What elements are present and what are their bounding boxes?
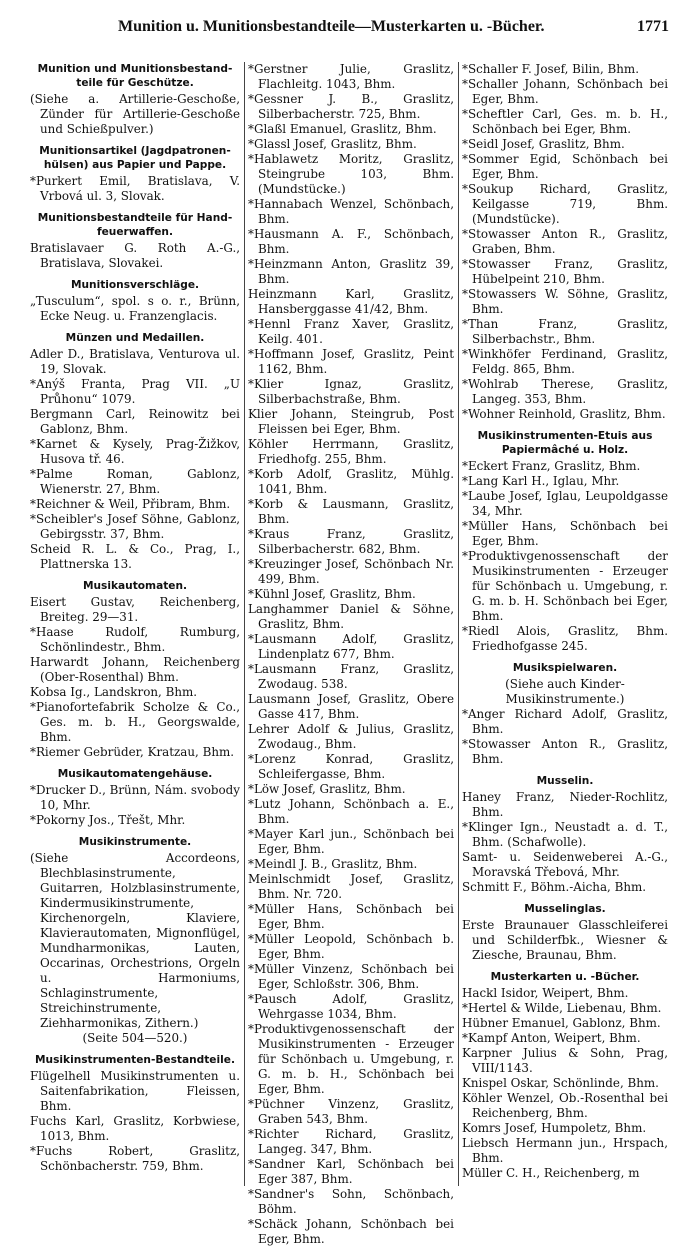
section-heading: Musselinglas. xyxy=(524,903,606,915)
directory-entry: *Lausmann Adolf, Graslitz, Lindenplatz 677, Bhm. xyxy=(248,632,454,661)
directory-entry: *Klinger Ign., Neustadt a. d. T., Bhm. (Schafwolle). xyxy=(462,820,668,849)
directory-entry: Karpner Julius & Sohn, Prag, VIII/1143. xyxy=(462,1046,668,1075)
section-heading: Musselin. xyxy=(536,775,594,787)
directory-entry: Hackl Isidor, Weipert, Bhm. xyxy=(462,986,629,1000)
directory-entry: *Than Franz, Graslitz, Silberbachstr., Bhm. xyxy=(462,317,668,346)
directory-entry: Liebsch Hermann jun., Hrspach, Bhm. xyxy=(462,1136,668,1165)
running-title: Munition u. Munitionsbestandteile—Musterkarten u. -Bücher. xyxy=(118,18,545,35)
section-heading: Musikautomaten. xyxy=(82,580,188,592)
directory-entry: *Eckert Franz, Graslitz, Bhm. xyxy=(462,459,641,473)
column-2 xyxy=(248,62,454,1246)
directory-entry: *Kühnl Josef, Graslitz, Bhm. xyxy=(248,587,416,601)
directory-entry: Komrs Josef, Humpoletz, Bhm. xyxy=(462,1121,647,1135)
directory-entry: Schmitt F., Böhm.-Aicha, Bhm. xyxy=(462,880,647,894)
directory-entry: Meinlschmidt Josef, Graslitz, Bhm. Nr. 720. xyxy=(248,872,454,901)
directory-entry: Knispel Oskar, Schönlinde, Bhm. xyxy=(462,1076,659,1090)
directory-entry: Fuchs Karl, Graslitz, Korbwiese, 1013, Bhm. xyxy=(30,1114,240,1143)
directory-entry: *Mayer Karl jun., Schönbach bei Eger, Bhm. xyxy=(248,827,454,856)
column-divider xyxy=(244,62,245,1186)
directory-entry: *Pokorny Jos., Třešt, Mhr. xyxy=(30,813,186,827)
directory-entry: Hübner Emanuel, Gablonz, Bhm. xyxy=(462,1016,661,1030)
section-heading: Musikinstrumenten-Etuis aus Papiermâché u. Holz. xyxy=(477,430,653,456)
directory-entry: *Wohlrab Therese, Graslitz, Langeg. 353, Bhm. xyxy=(462,377,668,406)
directory-entry: Langhammer Daniel & Söhne, Graslitz, Bhm. xyxy=(248,602,454,631)
directory-entry: Köhler Wenzel, Ob.-Rosenthal bei Reichenberg, Bhm. xyxy=(462,1091,668,1120)
directory-entry: *Hennl Franz Xaver, Graslitz, Keilg. 401. xyxy=(248,317,454,346)
directory-entry: *Laube Josef, Iglau, Leupoldgasse 34, Mhr. xyxy=(462,489,668,518)
directory-entry: Harwardt Johann, Reichenberg (Ober-Rosenthal) Bhm. xyxy=(30,655,240,684)
directory-entry: *Hannabach Wenzel, Schönbach, Bhm. xyxy=(248,197,454,226)
directory-entry: (Siehe a. Artillerie-Geschoße, Zünder für Artillerie-Geschoße und Schießpulver.) xyxy=(30,92,240,136)
directory-entry: *Kraus Franz, Graslitz, Silberbacherstr. 682, Bhm. xyxy=(248,527,454,556)
directory-entry: *Müller Vinzenz, Schönbach bei Eger, Schloßstr. 306, Bhm. xyxy=(248,962,454,991)
directory-entry: *Hertel & Wilde, Liebenau, Bhm. xyxy=(462,1001,662,1015)
column-3 xyxy=(462,62,668,1186)
directory-entry: *Soukup Richard, Graslitz, Keilgasse 719, Bhm. (Mundstücke). xyxy=(462,182,668,226)
page-header xyxy=(0,18,695,42)
directory-entry: Lausmann Josef, Graslitz, Obere Gasse 417, Bhm. xyxy=(248,692,454,721)
directory-entry: *Produktivgenossenschaft der Musikinstrumenten - Erzeuger für Schönbach u. Umgebung, r. G. m. b. H., Schönbach bei Eger, Bhm. xyxy=(248,1022,454,1096)
directory-entry: *Schaller F. Josef, Bilin, Bhm. xyxy=(462,62,639,76)
page-number: 1771 xyxy=(637,18,669,35)
directory-entry: *Anýš Franta, Prag VII. „U Průhonu“ 1079. xyxy=(30,377,240,406)
directory-entry: *Lausmann Franz, Graslitz, Zwodaug. 538. xyxy=(248,662,454,691)
directory-entry: *Stowasser Franz, Graslitz, Hübelpeint 210, Bhm. xyxy=(462,257,668,286)
directory-entry: *Purkert Emil, Bratislava, V. Vrbová ul. 3, Slovak. xyxy=(30,174,240,203)
directory-entry: *Schäck Johann, Schönbach bei Eger, Bhm. xyxy=(248,1217,454,1246)
directory-entry: *Stowassers W. Söhne, Graslitz, Bhm. xyxy=(462,287,668,316)
directory-entry: *Scheftler Carl, Ges. m. b. H., Schönbach bei Eger, Bhm. xyxy=(462,107,668,136)
section-heading: Musikautomatengehäuse. xyxy=(57,768,213,780)
directory-entry: *Stowasser Anton R., Graslitz, Bhm. xyxy=(462,737,668,766)
directory-entry: *Winkhöfer Ferdinand, Graslitz, Feldg. 865, Bhm. xyxy=(462,347,668,376)
directory-entry: *Richter Richard, Graslitz, Langeg. 347, Bhm. xyxy=(248,1127,454,1156)
section-heading: Munitionsverschläge. xyxy=(70,279,200,291)
directory-entry: Bergmann Carl, Reinowitz bei Gablonz, Bhm. xyxy=(30,407,240,436)
directory-entry: Flügelhell Musikinstrumenten u. Saitenfabrikation, Fleissen, Bhm. xyxy=(30,1069,240,1113)
directory-entry: Köhler Herrmann, Graslitz, Friedhofg. 255, Bhm. xyxy=(248,437,454,466)
section-note: (Seite 504—520.) xyxy=(82,1031,188,1045)
directory-entry: *Riemer Gebrüder, Kratzau, Bhm. xyxy=(30,745,235,759)
directory-entry: *Hablawetz Moritz, Graslitz, Steingrube 103, Bhm. (Mundstücke.) xyxy=(248,152,454,196)
directory-entry: (Siehe Accordeons, Blechblasinstrumente, Guitarren, Holzblasinstrumente, Kindermusikinstrumente, Kirchenorgeln, Klaviere, Klavierautomaten, Mignonflügel, Mundharmonikas, Lauten, Occarinas, Orchestrions, Orgeln u. Harmoniums, Schlaginstrumente, Streichinstrumente, Ziehharmonikas, Zithern.) xyxy=(30,851,240,1030)
directory-entry: *Korb Adolf, Graslitz, Mühlg. 1041, Bhm. xyxy=(248,467,454,496)
directory-entry: *Stowasser Anton R., Graslitz, Graben, Bhm. xyxy=(462,227,668,256)
directory-entry: *Meindl J. B., Graslitz, Bhm. xyxy=(248,857,418,871)
directory-entry: *Sandner Karl, Schönbach bei Eger 387, Bhm. xyxy=(248,1157,454,1186)
section-heading: Munition und Munitionsbestand- teile für Geschütze. xyxy=(37,63,233,89)
column-divider xyxy=(458,62,459,1186)
section-note: (Siehe auch Kinder-Musikinstrumente.) xyxy=(505,677,625,706)
directory-entry: Klier Johann, Steingrub, Post Fleissen bei Eger, Bhm. xyxy=(248,407,454,436)
directory-entry: *Riedl Alois, Graslitz, Bhm. Friedhofgasse 245. xyxy=(462,624,668,653)
directory-entry: *Reichner & Weil, Přibram, Bhm. xyxy=(30,497,231,511)
directory-entry: *Korb & Lausmann, Graslitz, Bhm. xyxy=(248,497,454,526)
section-heading: Münzen und Medaillen. xyxy=(65,332,205,344)
directory-entry: *Drucker D., Brünn, Nám. svobody 10, Mhr. xyxy=(30,783,240,812)
directory-entry: Eisert Gustav, Reichenberg, Breiteg. 29—31. xyxy=(30,595,240,624)
directory-entry: Heinzmann Karl, Graslitz, Hansberggasse 41/42, Bhm. xyxy=(248,287,454,316)
directory-entry: Müller C. H., Reichenberg, m xyxy=(462,1166,640,1180)
directory-entry: *Kampf Anton, Weipert, Bhm. xyxy=(462,1031,641,1045)
directory-entry: *Kreuzinger Josef, Schönbach Nr. 499, Bhm. xyxy=(248,557,454,586)
directory-entry: Bratislavaer G. Roth A.-G., Bratislava, Slovakei. xyxy=(30,241,240,270)
directory-entry: *Wohner Reinhold, Graslitz, Bhm. xyxy=(462,407,666,421)
directory-entry: *Gessner J. B., Graslitz, Silberbacherstr. 725, Bhm. xyxy=(248,92,454,121)
directory-entry: Scheid R. L. & Co., Prag, I., Plattnerska 13. xyxy=(30,542,240,571)
directory-entry: *Löw Josef, Graslitz, Bhm. xyxy=(248,782,406,796)
section-heading: Munitionsartikel (Jagdpatronen- hülsen) aus Papier und Pappe. xyxy=(39,145,231,171)
directory-entry: *Anger Richard Adolf, Graslitz, Bhm. xyxy=(462,707,668,736)
section-heading: Musikinstrumente. xyxy=(78,836,192,848)
directory-entry: *Lang Karl H., Iglau, Mhr. xyxy=(462,474,620,488)
directory-entry: „Tusculum“, spol. s o. r., Brünn, Ecke Neug. u. Franzenglacis. xyxy=(30,294,240,323)
directory-entry: *Schaller Johann, Schönbach bei Eger, Bhm. xyxy=(462,77,668,106)
directory-entry: *Glassl Josef, Graslitz, Bhm. xyxy=(248,137,417,151)
directory-entry: *Lutz Johann, Schönbach a. E., Bhm. xyxy=(248,797,454,826)
directory-entry: *Palme Roman, Gablonz, Wienerstr. 27, Bhm. xyxy=(30,467,240,496)
directory-entry: *Sommer Egid, Schönbach bei Eger, Bhm. xyxy=(462,152,668,181)
directory-entry: *Püchner Vinzenz, Graslitz, Graben 543, Bhm. xyxy=(248,1097,454,1126)
directory-entry: *Müller Leopold, Schönbach b. Eger, Bhm. xyxy=(248,932,454,961)
directory-entry: *Haase Rudolf, Rumburg, Schönlindestr., Bhm. xyxy=(30,625,240,654)
directory-entry: *Fuchs Robert, Graslitz, Schönbacherstr. 759, Bhm. xyxy=(30,1144,240,1173)
directory-entry: *Hoffmann Josef, Graslitz, Peint 1162, Bhm. xyxy=(248,347,454,376)
directory-entry: Erste Braunauer Glasschleiferei und Schilderfbk., Wiesner & Ziesche, Braunau, Bhm. xyxy=(462,918,668,962)
directory-entry: *Scheibler's Josef Söhne, Gablonz, Gebirgsstr. 37, Bhm. xyxy=(30,512,240,541)
directory-entry: Kobsa Ig., Landskron, Bhm. xyxy=(30,685,198,699)
directory-entry: *Glaßl Emanuel, Graslitz, Bhm. xyxy=(248,122,437,136)
section-heading: Musterkarten u. -Bücher. xyxy=(490,971,640,983)
directory-entry: *Müller Hans, Schönbach bei Eger, Bhm. xyxy=(248,902,454,931)
directory-entry: *Heinzmann Anton, Graslitz 39, Bhm. xyxy=(248,257,454,286)
section-heading: Musikspielwaren. xyxy=(512,662,618,674)
directory-entry: *Müller Hans, Schönbach bei Eger, Bhm. xyxy=(462,519,668,548)
directory-entry: *Klier Ignaz, Graslitz, Silberbachstraße, Bhm. xyxy=(248,377,454,406)
directory-entry: Adler D., Bratislava, Venturova ul. 19, Slovak. xyxy=(30,347,240,376)
directory-entry: *Lorenz Konrad, Graslitz, Schleifergasse, Bhm. xyxy=(248,752,454,781)
directory-entry: Haney Franz, Nieder-Rochlitz, Bhm. xyxy=(462,790,668,819)
column-1 xyxy=(30,62,240,1186)
directory-entry: Samt- u. Seidenweberei A.-G., Moravská Třebová, Mhr. xyxy=(462,850,668,879)
directory-entry: *Seidl Josef, Graslitz, Bhm. xyxy=(462,137,625,151)
directory-entry: *Sandner's Sohn, Schönbach, Böhm. xyxy=(248,1187,454,1216)
directory-entry: *Pausch Adolf, Graslitz, Wehrgasse 1034, Bhm. xyxy=(248,992,454,1021)
directory-entry: *Produktivgenossenschaft der Musikinstrumenten - Erzeuger für Schönbach u. Umgebung, r. G. m. b. H. Schönbach bei Eger, Bhm. xyxy=(462,549,668,623)
section-heading: Musikinstrumenten-Bestandteile. xyxy=(35,1054,235,1066)
directory-entry: *Gerstner Julie, Graslitz, Flachleitg. 1043, Bhm. xyxy=(248,62,454,91)
directory-entry: *Pianofortefabrik Scholze & Co., Ges. m. b. H., Georgswalde, Bhm. xyxy=(30,700,240,744)
directory-entry: *Karnet & Kysely, Prag-Žižkov, Husova tř. 46. xyxy=(30,437,240,466)
directory-entry: Lehrer Adolf & Julius, Graslitz, Zwodaug., Bhm. xyxy=(248,722,454,751)
section-heading: Munitionsbestandteile für Hand- feuerwaffen. xyxy=(37,212,233,238)
directory-entry: *Hausmann A. F., Schönbach, Bhm. xyxy=(248,227,454,256)
